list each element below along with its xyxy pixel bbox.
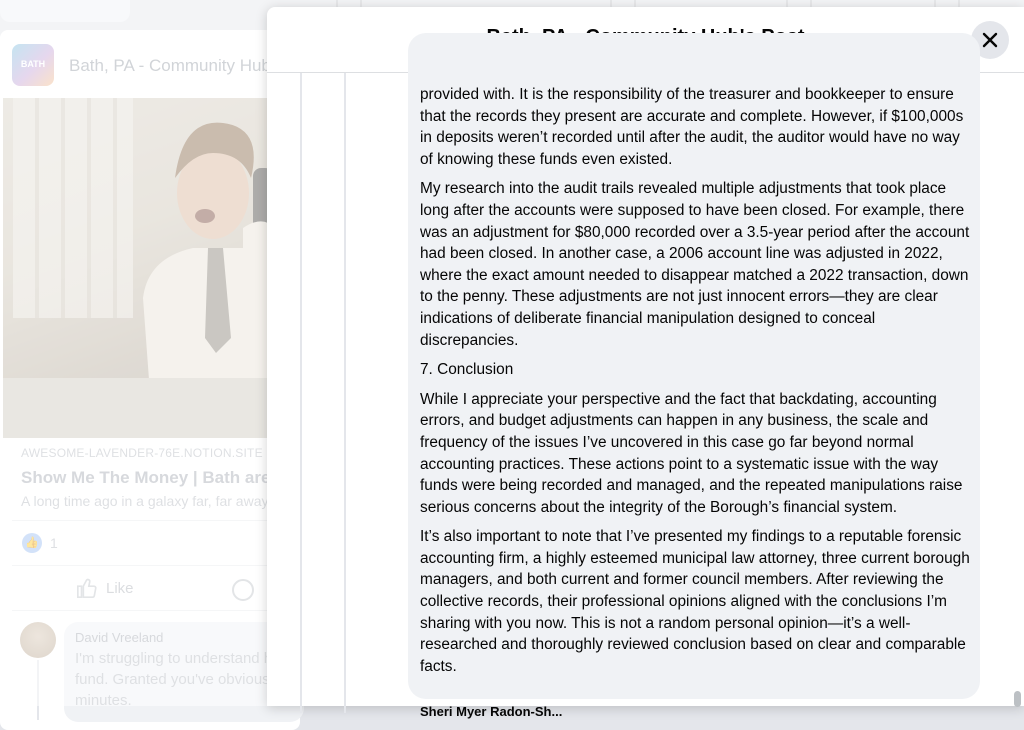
thread-line: [344, 73, 346, 713]
thread-line: [300, 73, 302, 713]
scrollbar-thumb[interactable]: [1014, 691, 1021, 707]
comments-scroll-area[interactable]: [267, 73, 1024, 719]
comment-paragraph: My research into the audit trails revealed multiple adjustments that took place long after the accounts were supposed to have been closed. For example, there was an adjustment for $80,000 recorded over a 3.5-year period after the account had been closed. In another case, a 2006 account line was adjusted in 2022, where the exact amount needed to disappear matched a 2022 transaction, down to the penny. These adjustments are not just innocent errors—they are clear indications of deliberate financial manipulation designed to conceal discrepancies.: [420, 180, 970, 349]
next-comment-author[interactable]: Sheri Myer Radon-Sh...: [420, 704, 563, 719]
comment-paragraph: It’s also important to note that I’ve presented my findings to a reputable forensic accounting firm, a highly esteemed municipal law attorney, three current borough managers, and both current and former council members. After reviewing the collective records, their professional opinions aligned with the conclusions I’m sharing with you now. This is not a random personal opinion—it’s a well-researched and thoroughly reviewed conclusion based on clear and comparable facts.: [420, 528, 970, 675]
comment-paragraph: 7. Conclusion: [420, 361, 514, 379]
comment-text: [420, 84, 972, 685]
comment-paragraph: provided with. It is the responsibility of the treasurer and bookkeeper to ensure that the records they present are accurate and complete. However, if $100,000s in deposits weren’t recorded until after the audit, the auditor would have no way of knowing these funds even existed.: [420, 86, 964, 168]
comment-paragraph: While I appreciate your perspective and the fact that backdating, accounting errors, and budget adjustments can happen in any business, the scale and frequency of the issues I’ve uncovered in this case go far beyond normal accounting practices. These actions point to a systematic issue with the way funds were being recorded and managed, and the repeated manipulations raise serious concerns about the integrity of the Borough’s financial system.: [420, 390, 963, 516]
close-icon: [982, 32, 998, 48]
post-modal: [267, 7, 1024, 719]
